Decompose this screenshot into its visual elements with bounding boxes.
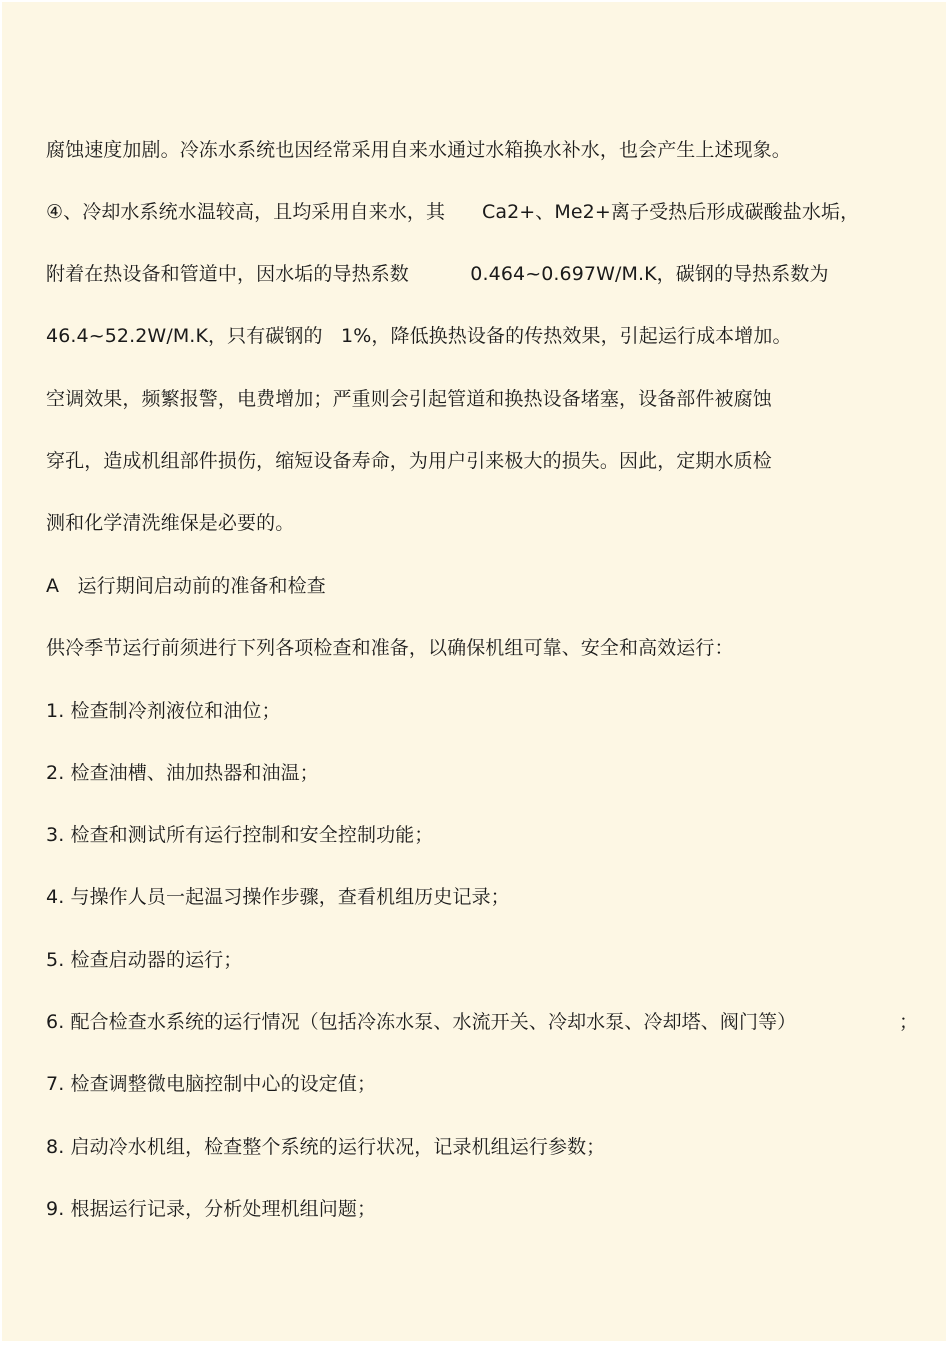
paragraph-line: ④、冷却水系统水温较高，且均采用自来水，其 Ca2+、Me2+离子受热后形成碳酸盐水垢，: [46, 201, 860, 223]
list-item: 7. 检查调整微电脑控制中心的设定值；: [46, 1073, 377, 1095]
list-item: 3. 检查和测试所有运行控制和安全控制功能；: [46, 824, 434, 846]
document-page: [2, 2, 946, 1341]
paragraph-line: 空调效果，频繁报警，电费增加；严重则会引起管道和换热设备堵塞，设备部件被腐蚀: [46, 388, 772, 410]
paragraph-line: 附着在热设备和管道中，因水垢的导热系数 0.464~0.697W/M.K，碳钢的导热系数为: [46, 263, 829, 285]
list-item: 2. 检查油槽、油加热器和油温；: [46, 762, 319, 784]
paragraph-line: 测和化学清洗维保是必要的。: [46, 512, 295, 534]
list-item: 5. 检查启动器的运行；: [46, 949, 243, 971]
list-item-trailing-punctuation: ；: [899, 1011, 919, 1033]
paragraph-line: 穿孔，造成机组部件损伤，缩短设备寿命，为用户引来极大的损失。因此，定期水质检: [46, 450, 772, 472]
paragraph-line: 供冷季节运行前须进行下列各项检查和准备，以确保机组可靠、安全和高效运行：: [46, 637, 734, 659]
paragraph-line: 46.4~52.2W/M.K，只有碳钢的 1%，降低换热设备的传热效果，引起运行成本增加。: [46, 325, 792, 347]
list-item: 1. 检查制冷剂液位和油位；: [46, 700, 281, 722]
list-item: 6. 配合检查水系统的运行情况（包括冷冻水泵、水流开关、冷却水泵、冷却塔、阀门等）: [46, 1011, 797, 1033]
paragraph-line: 腐蚀速度加剧。冷冻水系统也因经常采用自来水通过水箱换水补水，也会产生上述现象。: [46, 139, 791, 161]
list-item: 9. 根据运行记录，分析处理机组问题；: [46, 1198, 377, 1220]
list-item: 8. 启动冷水机组，检查整个系统的运行状况，记录机组运行参数；: [46, 1136, 606, 1158]
list-item: 4. 与操作人员一起温习操作步骤，查看机组历史记录；: [46, 886, 510, 908]
section-heading: A 运行期间启动前的准备和检查: [46, 575, 326, 597]
